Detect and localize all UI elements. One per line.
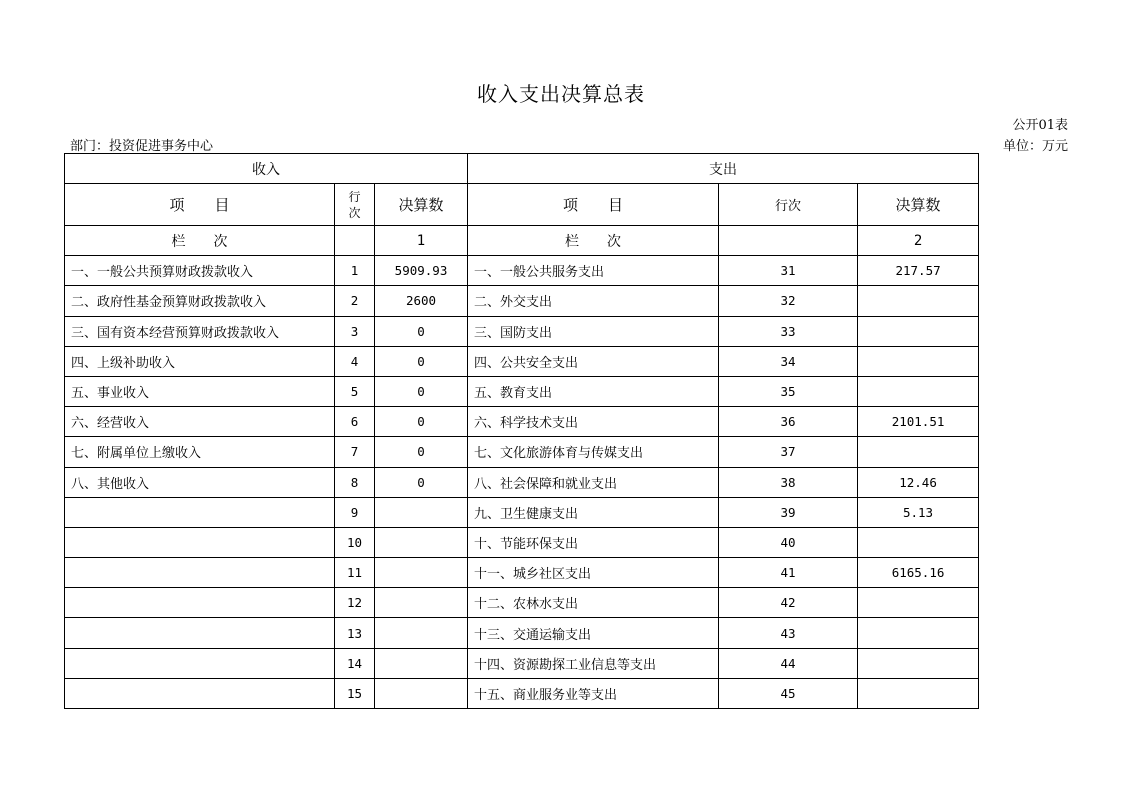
expense-line-no-cell: 45 (719, 678, 858, 708)
expense-amount-cell (858, 678, 979, 708)
expense-amount-cell (858, 316, 979, 346)
expense-amount-cell (858, 588, 979, 618)
expense-item-cell: 七、文化旅游体育与传媒支出 (468, 437, 719, 467)
income-line-no-cell: 4 (335, 346, 375, 376)
income-line-no-cell: 7 (335, 437, 375, 467)
expense-col-label: 栏 次 (468, 226, 719, 256)
income-item-cell (65, 558, 335, 588)
table-row (65, 346, 979, 376)
income-amount-cell (375, 558, 468, 588)
table-row (65, 256, 979, 286)
department-label: 部门：投资促进事务中心 (70, 139, 214, 154)
income-line-no-cell: 1 (335, 256, 375, 286)
income-col-empty (335, 226, 375, 256)
income-amount-cell (375, 497, 468, 527)
income-item-cell: 四、上级补助收入 (65, 346, 335, 376)
income-col-number: 1 (375, 226, 468, 256)
expense-line-no-cell: 33 (719, 316, 858, 346)
expense-amount-cell: 2101.51 (858, 407, 979, 437)
expense-line-no-cell: 40 (719, 527, 858, 557)
income-item-cell: 二、政府性基金预算财政拨款收入 (65, 286, 335, 316)
income-item-cell: 三、国有资本经营预算财政拨款收入 (65, 316, 335, 346)
expense-col-empty (719, 226, 858, 256)
income-line-no-header-text: 行次 (348, 189, 361, 220)
income-line-no-cell: 2 (335, 286, 375, 316)
expense-item-cell: 八、社会保障和就业支出 (468, 467, 719, 497)
expense-line-no-cell: 34 (719, 346, 858, 376)
income-amount-cell: 0 (375, 437, 468, 467)
expense-col-number: 2 (858, 226, 979, 256)
income-line-no-cell: 11 (335, 558, 375, 588)
expense-line-no-cell: 31 (719, 256, 858, 286)
form-number: 公开01表 (1012, 118, 1068, 133)
expense-line-no-cell: 43 (719, 618, 858, 648)
income-line-no-cell: 13 (335, 618, 375, 648)
section-header-row (65, 154, 979, 184)
income-line-no-cell: 14 (335, 648, 375, 678)
expense-line-no-cell: 42 (719, 588, 858, 618)
expense-line-no-cell: 39 (719, 497, 858, 527)
income-line-no-cell: 6 (335, 407, 375, 437)
expense-amount-cell (858, 376, 979, 406)
expense-item-cell: 十四、资源勘探工业信息等支出 (468, 648, 719, 678)
income-amount-cell (375, 678, 468, 708)
expense-amount-cell: 6165.16 (858, 558, 979, 588)
unit-label: 单位：万元 (1002, 139, 1068, 154)
budget-table (64, 153, 979, 709)
expense-amount-cell: 217.57 (858, 256, 979, 286)
income-amount-header: 决算数 (375, 184, 468, 226)
expense-section-header: 支出 (468, 154, 979, 184)
expense-item-cell: 五、教育支出 (468, 376, 719, 406)
table-row (65, 527, 979, 557)
expense-amount-cell: 5.13 (858, 497, 979, 527)
expense-line-no-cell: 35 (719, 376, 858, 406)
income-col-label: 栏 次 (65, 226, 335, 256)
expense-item-cell: 十五、商业服务业等支出 (468, 678, 719, 708)
income-section-header: 收入 (65, 154, 468, 184)
income-amount-cell (375, 648, 468, 678)
income-item-cell (65, 527, 335, 557)
income-item-cell (65, 497, 335, 527)
expense-item-cell: 十三、交通运输支出 (468, 618, 719, 648)
income-amount-cell (375, 618, 468, 648)
income-line-no-cell: 3 (335, 316, 375, 346)
income-line-no-cell: 9 (335, 497, 375, 527)
income-amount-cell: 5909.93 (375, 256, 468, 286)
income-amount-cell: 0 (375, 376, 468, 406)
expense-amount-cell (858, 527, 979, 557)
income-amount-cell (375, 527, 468, 557)
expense-amount-cell (858, 648, 979, 678)
income-line-no-cell: 12 (335, 588, 375, 618)
table-row (65, 467, 979, 497)
income-item-cell (65, 678, 335, 708)
expense-line-no-cell: 32 (719, 286, 858, 316)
income-amount-cell: 0 (375, 316, 468, 346)
table-row (65, 497, 979, 527)
page-title: 收入支出决算总表 (477, 82, 645, 106)
expense-item-cell: 十、节能环保支出 (468, 527, 719, 557)
income-amount-cell: 2600 (375, 286, 468, 316)
income-item-cell: 七、附属单位上缴收入 (65, 437, 335, 467)
expense-line-no-cell: 36 (719, 407, 858, 437)
income-item-cell: 五、事业收入 (65, 376, 335, 406)
table-row (65, 316, 979, 346)
income-line-no-cell: 5 (335, 376, 375, 406)
expense-amount-cell (858, 346, 979, 376)
table-row (65, 407, 979, 437)
income-item-cell (65, 618, 335, 648)
table-row (65, 376, 979, 406)
expense-item-cell: 二、外交支出 (468, 286, 719, 316)
table-row (65, 558, 979, 588)
income-item-cell: 六、经营收入 (65, 407, 335, 437)
income-line-no-cell: 10 (335, 527, 375, 557)
expense-amount-cell (858, 618, 979, 648)
expense-item-cell: 十二、农林水支出 (468, 588, 719, 618)
expense-amount-cell: 12.46 (858, 467, 979, 497)
income-item-header: 项 目 (65, 184, 335, 226)
expense-amount-cell (858, 437, 979, 467)
income-amount-cell: 0 (375, 407, 468, 437)
income-item-cell (65, 588, 335, 618)
income-item-cell: 一、一般公共预算财政拨款收入 (65, 256, 335, 286)
expense-item-cell: 九、卫生健康支出 (468, 497, 719, 527)
expense-line-no-cell: 41 (719, 558, 858, 588)
income-line-no-cell: 8 (335, 467, 375, 497)
income-amount-cell (375, 588, 468, 618)
table-row (65, 648, 979, 678)
expense-item-cell: 一、一般公共服务支出 (468, 256, 719, 286)
income-line-no-cell: 15 (335, 678, 375, 708)
expense-line-no-cell: 44 (719, 648, 858, 678)
column-number-row (65, 226, 979, 256)
expense-line-no-cell: 38 (719, 467, 858, 497)
expense-item-cell: 六、科学技术支出 (468, 407, 719, 437)
column-header-row (65, 184, 979, 226)
table-row (65, 618, 979, 648)
income-item-cell (65, 648, 335, 678)
table-row (65, 678, 979, 708)
table-row (65, 437, 979, 467)
expense-amount-header: 决算数 (858, 184, 979, 226)
table-row (65, 588, 979, 618)
expense-line-no-cell: 37 (719, 437, 858, 467)
income-item-cell: 八、其他收入 (65, 467, 335, 497)
expense-item-cell: 四、公共安全支出 (468, 346, 719, 376)
income-line-no-header (335, 184, 375, 226)
table-row (65, 286, 979, 316)
expense-item-cell: 十一、城乡社区支出 (468, 558, 719, 588)
expense-amount-cell (858, 286, 979, 316)
expense-item-header: 项 目 (468, 184, 719, 226)
expense-line-no-header: 行次 (719, 184, 858, 226)
income-amount-cell: 0 (375, 467, 468, 497)
expense-item-cell: 三、国防支出 (468, 316, 719, 346)
income-amount-cell: 0 (375, 346, 468, 376)
